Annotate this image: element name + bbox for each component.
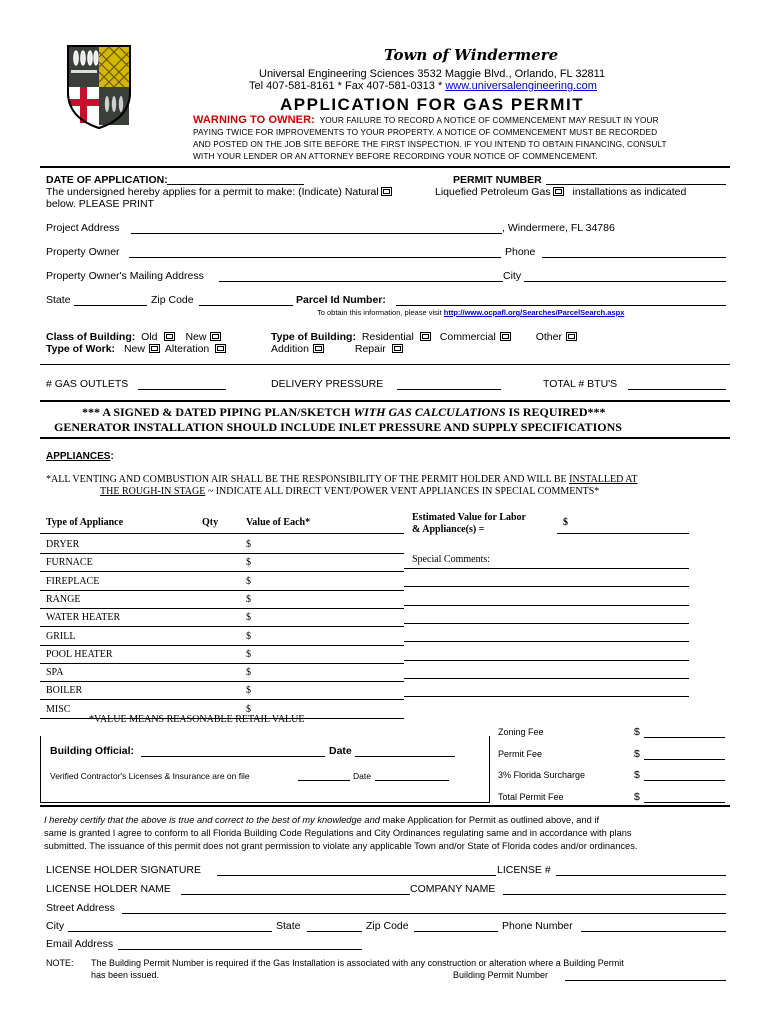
- certification-text: [44, 814, 637, 853]
- note-line-2: has been issued.: [91, 970, 160, 980]
- appliances-heading: APPLIANCES:: [46, 451, 114, 462]
- total-dollar: $: [634, 791, 640, 803]
- verified-label: Verified Contractor's Licenses & Insurance are on file: [50, 771, 250, 781]
- warning-line-3: AND POSTED ON THE JOB SITE BEFORE THE FIRST INSPECTION. IF YOU INTEND TO OBTAIN FINANCING, CONSULT: [193, 139, 667, 149]
- lic-state-label: State: [276, 920, 301, 932]
- zoning-fee-field[interactable]: [644, 737, 725, 738]
- natural-gas-checkbox[interactable]: [381, 187, 392, 196]
- venting-note-a: *ALL VENTING AND COMBUSTION AIR SHALL BE THE RESPONSIBILITY OF THE PERMIT HOLDER AND WILL BE: [46, 474, 567, 485]
- class-of-building-label: Class of Building:: [46, 331, 136, 343]
- lp-gas-text: [435, 186, 686, 198]
- table-row: [40, 608, 404, 627]
- requirement-part-c: IS REQUIRED***: [508, 405, 606, 419]
- comment-line[interactable]: [404, 568, 689, 569]
- special-comments-label: Special Comments:: [412, 554, 491, 565]
- estimated-value-label: [412, 512, 526, 536]
- town-name: Town of Windermere: [384, 46, 559, 64]
- note-line-1: The Building Permit Number is required if the Gas Installation is associated with any construction or alteration where a Building Permit: [91, 958, 624, 968]
- phone-label: Phone: [505, 246, 536, 258]
- class-row: [46, 331, 221, 343]
- license-name-label: LICENSE HOLDER NAME: [46, 883, 171, 895]
- license-no-label: LICENSE #: [497, 864, 551, 876]
- old-checkbox[interactable]: [164, 332, 175, 341]
- date-label: DATE OF APPLICATION:: [46, 174, 168, 186]
- certification-line-3: submitted. The issuance of this permit does not grant permission to violate any applicable Town and/or State of Florida codes and/or ordinances.: [44, 841, 638, 851]
- addition-checkbox[interactable]: [313, 344, 324, 353]
- appliance-name: DRYER: [46, 539, 80, 550]
- addition-label: Addition: [271, 343, 309, 355]
- table-row: [40, 572, 404, 591]
- state-label: State: [46, 294, 71, 306]
- comment-line[interactable]: [404, 605, 689, 606]
- residential-label: Residential: [361, 331, 414, 343]
- please-print: below. PLEASE PRINT: [46, 198, 154, 210]
- delivery-pressure-label: DELIVERY PRESSURE: [271, 378, 384, 390]
- town-crest-logo: [66, 44, 132, 130]
- applies-label: The undersigned hereby applies for a permit to make: (Indicate) Natural: [46, 186, 379, 198]
- total-fee-field[interactable]: [644, 802, 725, 803]
- comment-line[interactable]: [404, 660, 689, 661]
- lic-state-field[interactable]: [307, 931, 362, 932]
- surcharge-label: 3% Florida Surcharge: [498, 770, 586, 780]
- street-field[interactable]: [122, 913, 726, 914]
- col-type-header: Type of Appliance: [46, 517, 124, 528]
- signature-label: LICENSE HOLDER SIGNATURE: [46, 864, 202, 876]
- official-date-label: Date: [329, 745, 352, 757]
- comment-line[interactable]: [404, 586, 689, 587]
- value-note: *VALUE MEANS REASONABLE RETAIL VALUE: [89, 714, 305, 725]
- building-official-field[interactable]: [141, 756, 325, 757]
- qty-field[interactable]: [198, 576, 238, 588]
- table-row: [40, 553, 404, 572]
- street-label: Street Address: [46, 902, 115, 914]
- gas-outlets-field[interactable]: [138, 389, 226, 390]
- mailing-address-label: Property Owner's Mailing Address: [46, 270, 204, 282]
- permit-number-field[interactable]: [546, 184, 726, 185]
- col-qty-header: Qty: [202, 517, 219, 528]
- lp-gas-label: Liquefied Petroleum Gas: [435, 186, 551, 198]
- permit-label: PERMIT NUMBER: [453, 174, 542, 186]
- lp-gas-checkbox[interactable]: [553, 187, 564, 196]
- state-field[interactable]: [74, 305, 147, 306]
- date-field[interactable]: [167, 184, 304, 185]
- value-field[interactable]: $: [246, 703, 251, 715]
- venting-note-d: ~ INDICATE ALL DIRECT VENT/POWER VENT APPLIANCES IN SPECIAL COMMENTS*: [207, 486, 600, 497]
- table-row: [40, 627, 404, 646]
- new-label: New: [185, 331, 207, 343]
- estimated-value-field[interactable]: [557, 533, 689, 534]
- license-number-field[interactable]: [556, 875, 726, 876]
- qty-field[interactable]: [198, 685, 238, 697]
- qty-field[interactable]: [198, 557, 238, 569]
- appliance-name: SPA: [46, 667, 64, 679]
- lic-phone-field[interactable]: [581, 931, 726, 932]
- type-work-row: [46, 343, 226, 355]
- warning-line-2: PAYING TWICE FOR IMPROVEMENTS TO YOUR PROPERTY. A NOTICE OF COMMENCEMENT MUST BE RECORDED: [193, 127, 658, 137]
- windermere-text: , Windermere, FL 34786: [502, 222, 615, 234]
- qty-field[interactable]: [198, 539, 238, 551]
- venting-note-b: INSTALLED AT: [569, 474, 638, 485]
- value-field[interactable]: $: [246, 630, 251, 642]
- work-new-label: New: [123, 343, 145, 355]
- email-field[interactable]: [118, 949, 362, 950]
- zip-field[interactable]: [199, 305, 293, 306]
- comment-line[interactable]: [404, 641, 689, 642]
- permit-dollar: $: [634, 748, 640, 760]
- venting-note-c: THE ROUGH-IN STAGE: [100, 486, 206, 497]
- lic-phone-label: Phone Number: [502, 920, 573, 932]
- total-fee-label: Total Permit Fee: [498, 792, 564, 802]
- parcel-label: Parcel Id Number:: [296, 294, 386, 306]
- type-of-building-label: Type of Building:: [271, 331, 356, 343]
- permit-fee-label: Permit Fee: [498, 749, 543, 759]
- appliance-name: GRILL: [46, 630, 76, 642]
- warning-line-4: WITH YOUR LENDER OR AN ATTORNEY BEFORE RECORDING YOUR NOTICE OF COMMENCEMENT.: [193, 151, 598, 161]
- table-row: [40, 535, 404, 554]
- delivery-pressure-field[interactable]: [397, 389, 501, 390]
- certification-italic: I hereby certify that the above is true and correct to the best of my knowledge and: [44, 815, 380, 825]
- city-field[interactable]: [524, 281, 726, 282]
- qty-field[interactable]: [198, 631, 238, 643]
- comment-line[interactable]: [404, 678, 689, 679]
- phone-field[interactable]: [542, 257, 726, 258]
- verified-date-label: Date: [353, 771, 371, 781]
- qty-field[interactable]: [198, 612, 238, 624]
- verified-date-field[interactable]: [375, 780, 449, 781]
- bp-number-label: Building Permit Number: [453, 970, 549, 980]
- value-field[interactable]: $: [246, 648, 251, 660]
- parcel-info-text: To obtain this information, please visit: [317, 308, 442, 317]
- commercial-checkbox[interactable]: [500, 332, 511, 341]
- property-owner-label: Property Owner: [46, 246, 120, 258]
- est-label-2: & Appliance(s) =: [412, 524, 485, 535]
- appliance-name: FIREPLACE: [46, 575, 100, 587]
- divider: [40, 166, 730, 168]
- verified-field[interactable]: [298, 780, 350, 781]
- qty-field[interactable]: [198, 667, 238, 679]
- zoning-fee-label: Zoning Fee: [498, 727, 544, 737]
- appliance-name: RANGE: [46, 593, 81, 605]
- addition-row: [271, 343, 403, 355]
- appliances-heading-text: APPLIANCES: [46, 451, 111, 462]
- project-address-label: Project Address: [46, 222, 120, 234]
- qty-field[interactable]: [198, 649, 238, 661]
- value-field[interactable]: $: [246, 575, 251, 587]
- warning-line-1: YOUR FAILURE TO RECORD A NOTICE OF COMMENCEMENT MAY RESULT IN YOUR: [319, 115, 659, 125]
- lic-zip-label: Zip Code: [366, 920, 409, 932]
- mailing-address-field[interactable]: [219, 281, 503, 282]
- divider: [40, 437, 730, 439]
- warning-label: WARNING TO OWNER:: [193, 114, 315, 126]
- comment-line[interactable]: [404, 696, 689, 697]
- type-building-row: [271, 331, 577, 343]
- license-name-field[interactable]: [181, 894, 410, 895]
- other-label: Other: [535, 331, 562, 343]
- zoning-dollar: $: [634, 726, 640, 738]
- lic-city-label: City: [46, 920, 65, 932]
- engineer-line: Universal Engineering Sciences 3532 Maggie Blvd., Orlando, FL 32811: [259, 68, 606, 80]
- contact-line: [249, 80, 597, 92]
- requirement-part-a: *** A SIGNED & DATED PIPING PLAN/SKETCH: [82, 405, 351, 419]
- zip-label: Zip Code: [151, 294, 194, 306]
- property-owner-field[interactable]: [129, 257, 501, 258]
- permit-fee-field[interactable]: [644, 759, 725, 760]
- repair-checkbox[interactable]: [392, 344, 403, 353]
- appliance-name: BOILER: [46, 685, 83, 697]
- new-checkbox[interactable]: [210, 332, 221, 341]
- est-label-1: Estimated Value for Labor: [412, 512, 526, 523]
- total-btus-label: TOTAL # BTU'S: [543, 378, 618, 390]
- col-value-header: Value of Each*: [246, 517, 311, 528]
- installations-label: installations as indicated: [572, 186, 687, 198]
- applies-text: [46, 186, 392, 198]
- company-field[interactable]: [503, 894, 726, 895]
- project-address-field[interactable]: [131, 233, 502, 234]
- value-field[interactable]: $: [246, 685, 251, 697]
- parcel-search-link[interactable]: http://www.ocpafl.org/Searches/ParcelSearch.aspx: [443, 308, 625, 317]
- qty-field[interactable]: [198, 594, 238, 606]
- gas-outlets-label: # GAS OUTLETS: [46, 378, 129, 390]
- lic-city-field[interactable]: [68, 931, 272, 932]
- city-label: City: [503, 270, 522, 282]
- venting-note-2: [100, 486, 599, 497]
- total-btus-field[interactable]: [628, 389, 726, 390]
- contact-phone-fax: Tel 407-581-8161 * Fax 407-581-0313 *: [249, 80, 443, 92]
- divider: [40, 805, 730, 807]
- certification-rest-1: make Application for Permit as outlined above, and if: [382, 815, 600, 825]
- other-checkbox[interactable]: [566, 332, 577, 341]
- requirement-part-b: WITH GAS CALCULATIONS: [353, 405, 506, 419]
- parcel-field[interactable]: [396, 305, 726, 306]
- official-date-field[interactable]: [355, 756, 455, 757]
- appliance-name: POOL HEATER: [46, 648, 113, 660]
- lic-zip-field[interactable]: [414, 931, 498, 932]
- divider: [40, 364, 730, 365]
- alteration-checkbox[interactable]: [215, 344, 226, 353]
- table-row: [40, 663, 404, 682]
- certification-line-2: same is granted I agree to conform to all Florida Building Code Regulations and City Ordinances regulating same and in accordance with plans: [44, 828, 632, 838]
- bp-number-field[interactable]: [565, 980, 726, 981]
- page-title: APPLICATION FOR GAS PERMIT: [280, 95, 585, 114]
- work-new-checkbox[interactable]: [149, 344, 160, 353]
- table-header-rule: [40, 533, 404, 534]
- surcharge-dollar: $: [634, 769, 640, 781]
- type-of-work-label: Type of Work:: [46, 343, 116, 355]
- value-field[interactable]: $: [246, 593, 251, 605]
- table-row: [40, 681, 404, 700]
- surcharge-field[interactable]: [644, 780, 725, 781]
- table-row: [40, 590, 404, 609]
- divider: [40, 400, 730, 402]
- table-row: [40, 645, 404, 664]
- appliance-name: MISC: [46, 703, 71, 715]
- signature-field[interactable]: [217, 875, 496, 876]
- piping-plan-requirement: [82, 405, 606, 420]
- venting-note-1: [46, 474, 638, 485]
- commercial-label: Commercial: [439, 331, 496, 343]
- value-field[interactable]: $: [246, 539, 251, 550]
- appliance-name: FURNACE: [46, 557, 93, 569]
- parcel-info: [317, 308, 624, 317]
- email-label: Email Address: [46, 938, 114, 950]
- est-dollar: $: [563, 517, 568, 528]
- value-field[interactable]: $: [246, 612, 251, 624]
- website-link[interactable]: www.universalengineering.com: [445, 80, 597, 92]
- note-label: NOTE:: [46, 958, 74, 968]
- alteration-label: Alteration: [164, 343, 210, 355]
- repair-label: Repair: [354, 343, 386, 355]
- old-label: Old: [141, 331, 158, 343]
- appliance-name: WATER HEATER: [46, 612, 121, 624]
- residential-checkbox[interactable]: [420, 332, 431, 341]
- value-field[interactable]: $: [246, 557, 251, 569]
- building-official-label: Building Official:: [50, 745, 134, 757]
- warning-block: [193, 114, 667, 162]
- generator-requirement: GENERATOR INSTALLATION SHOULD INCLUDE INLET PRESSURE AND SUPPLY SPECIFICATIONS: [54, 420, 622, 434]
- comment-line[interactable]: [404, 623, 689, 624]
- company-label: COMPANY NAME: [410, 883, 496, 895]
- value-field[interactable]: $: [246, 667, 251, 679]
